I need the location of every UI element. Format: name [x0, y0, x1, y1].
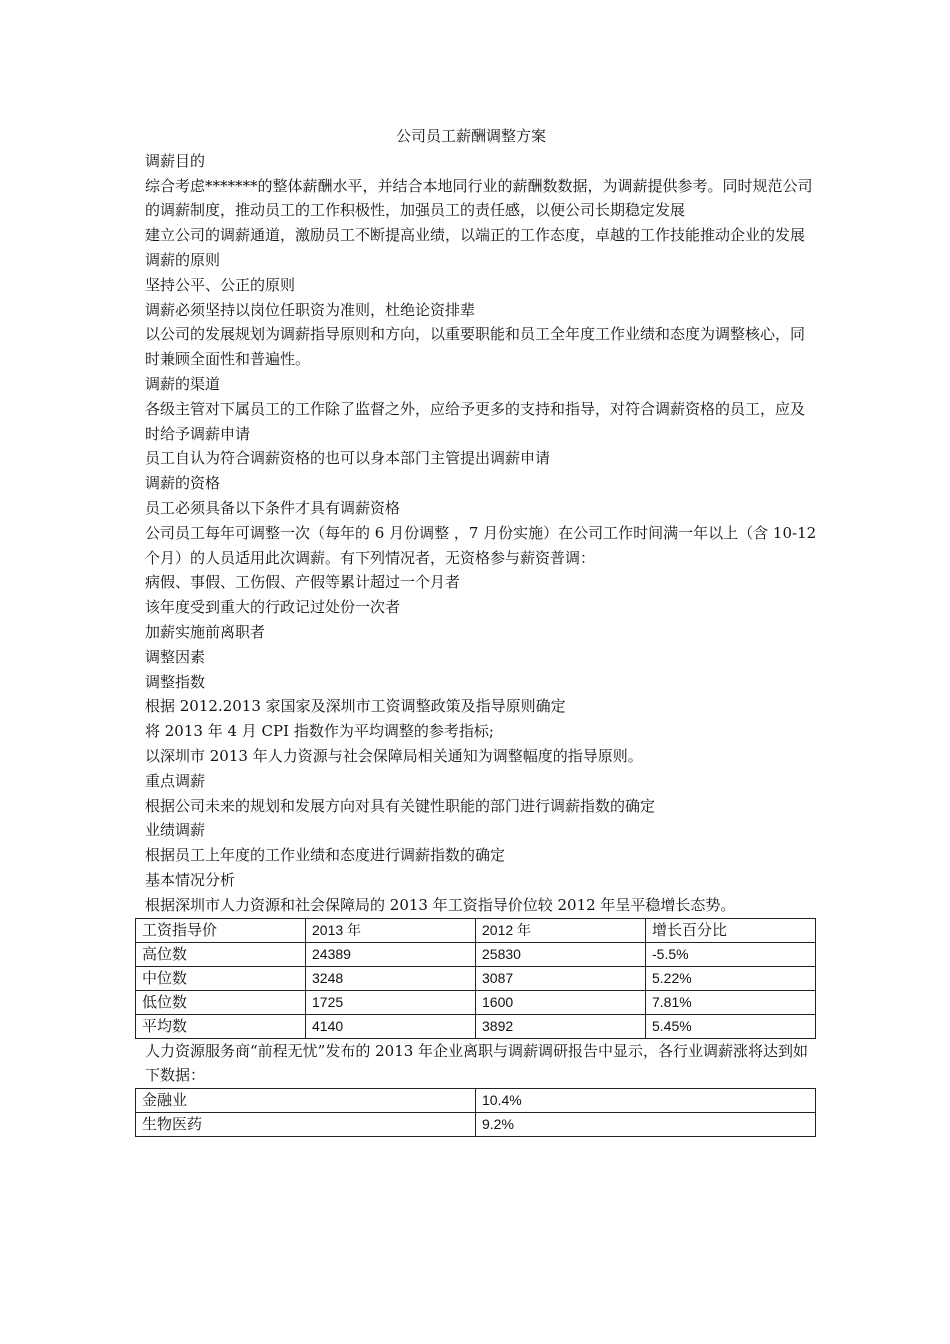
heading-channels: 调薪的渠道 — [145, 374, 221, 393]
table-cell: -5.5% — [646, 942, 816, 966]
heading-analysis: 基本情况分析 — [145, 870, 236, 889]
heading-performance-adjustment: 业绩调薪 — [145, 821, 206, 840]
paragraph: 该年度受到重大的行政记过处份一次者 — [145, 598, 401, 617]
table-cell: 1725 — [306, 990, 476, 1014]
table-cell: 9.2% — [476, 1113, 816, 1137]
table-row — [136, 942, 816, 966]
paragraph: 综合考虑*******的整体薪酬水平，并结合本地同行业的薪酬数数据，为调薪提供参考。同时规范公司的调薪制度，推动员工的工作积极性，加强员工的责任感，以便公司长期稳定发展 — [145, 176, 813, 220]
table-cell: 5.45% — [646, 1014, 816, 1038]
table-cell: 7.81% — [646, 990, 816, 1014]
table-header-row — [136, 918, 816, 942]
table-cell: 10.4% — [476, 1089, 816, 1113]
table-cell: 3087 — [476, 966, 646, 990]
document-title: 公司员工薪酬调整方案 — [395, 127, 546, 145]
table-cell: 4140 — [306, 1014, 476, 1038]
heading-eligibility: 调薪的资格 — [145, 474, 221, 493]
table-cell: 高位数 — [136, 942, 306, 966]
table-row — [136, 1113, 816, 1137]
table-cell: 3892 — [476, 1014, 646, 1038]
table-cell: 中位数 — [136, 966, 306, 990]
table-cell: 生物医药 — [136, 1113, 476, 1137]
industry-raise-table — [135, 1088, 816, 1137]
table-header-cell: 2013 年 — [306, 918, 476, 942]
table-row — [136, 1014, 816, 1038]
table-cell: 25830 — [476, 942, 646, 966]
paragraph: 建立公司的调薪通道，激励员工不断提高业绩，以端正的工作态度，卓越的工作技能推动企业的发展 — [145, 226, 806, 245]
paragraph: 加薪实施前离职者 — [145, 622, 266, 641]
heading-key-adjustment: 重点调薪 — [145, 771, 206, 790]
paragraph: 员工必须具备以下条件才具有调薪资格 — [145, 498, 401, 517]
table-cell: 金融业 — [136, 1089, 476, 1113]
table-header-cell: 增长百分比 — [646, 918, 816, 942]
document-body — [142, 124, 817, 1137]
paragraph: 根据深圳市人力资源和社会保障局的 2013 年工资指导价位较 2012 年呈平稳增长态势。 — [145, 895, 736, 914]
table-cell: 1600 — [476, 990, 646, 1014]
table-cell: 5.22% — [646, 966, 816, 990]
table-header-cell: 2012 年 — [476, 918, 646, 942]
heading-purpose: 调薪目的 — [145, 151, 206, 170]
table-cell: 3248 — [306, 966, 476, 990]
paragraph: 病假、事假、工伤假、产假等累计超过一个月者 — [145, 573, 461, 592]
paragraph: 公司员工每年可调整一次（每年的 6 月份调整 ，7 月份实施）在公司工作时间满一年以上（含 10-12 个月）的人员适用此次调薪。有下列情况者，无资格参与薪资普调： — [145, 523, 817, 567]
paragraph: 人力资源服务商“前程无忧”发布的 2013 年企业离职与调薪调研报告中显示，各行业调薪涨将达到如下数据： — [145, 1041, 809, 1085]
table-row — [136, 1089, 816, 1113]
paragraph: 员工自认为符合调薪资格的也可以身本部门主管提出调薪申请 — [145, 449, 551, 468]
paragraph: 根据员工上年度的工作业绩和态度进行调薪指数的确定 — [145, 846, 506, 865]
heading-principles: 调薪的原则 — [145, 250, 221, 269]
table-cell: 低位数 — [136, 990, 306, 1014]
table-cell: 24389 — [306, 942, 476, 966]
paragraph: 根据公司未来的规划和发展方向对具有关键性职能的部门进行调薪指数的确定 — [145, 796, 656, 815]
wage-guidance-table — [135, 918, 816, 1039]
paragraph: 将 2013 年 4 月 CPI 指数作为平均调整的参考指标; — [145, 722, 494, 741]
paragraph: 坚持公平、公正的原则 — [145, 275, 296, 294]
paragraph: 调薪必须坚持以岗位任职资为准则，杜绝论资排辈 — [145, 300, 476, 319]
table-header-cell: 工资指导价 — [136, 918, 306, 942]
heading-factors: 调整因素 — [145, 647, 206, 666]
paragraph: 根据 2012.2013 家国家及深圳市工资调整政策及指导原则确定 — [145, 697, 566, 716]
table-row — [136, 990, 816, 1014]
heading-index: 调整指数 — [145, 672, 206, 691]
table-row — [136, 966, 816, 990]
paragraph: 以深圳市 2013 年人力资源与社会保障局相关通知为调整幅度的指导原则。 — [145, 746, 643, 765]
table-cell: 平均数 — [136, 1014, 306, 1038]
paragraph: 以公司的发展规划为调薪指导原则和方向，以重要职能和员工全年度工作业绩和态度为调整核心，同时兼顾全面性和普遍性。 — [145, 325, 806, 369]
paragraph: 各级主管对下属员工的工作除了监督之外，应给予更多的支持和指导，对符合调薪资格的员工，应及时给予调薪申请 — [145, 399, 806, 443]
